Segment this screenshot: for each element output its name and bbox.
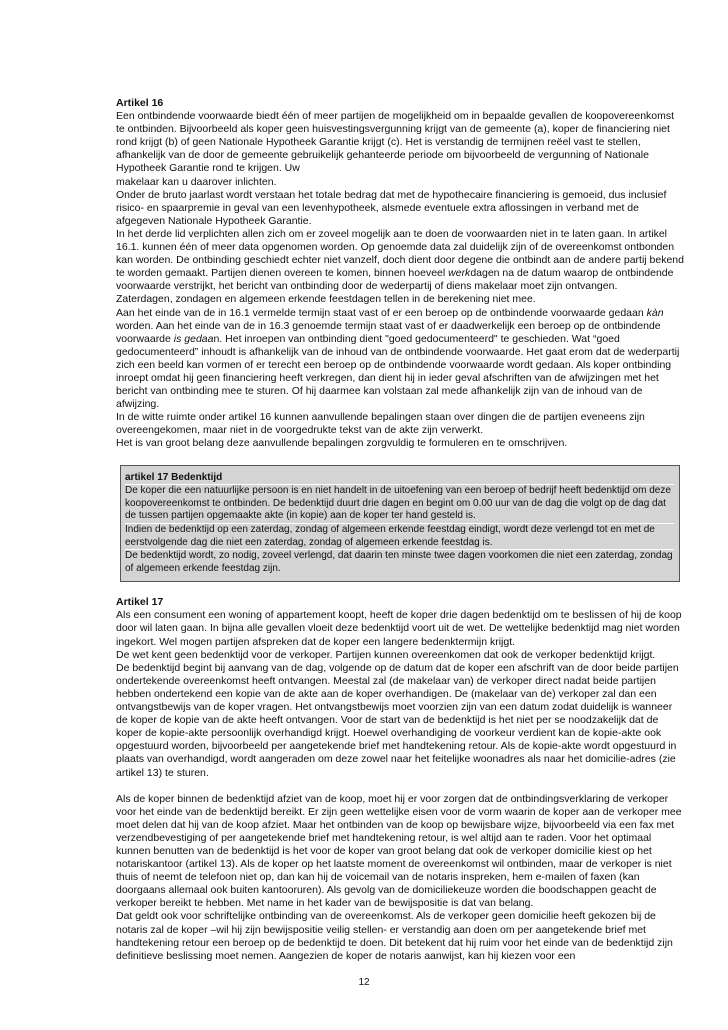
paragraph-gap	[116, 780, 684, 793]
text-run: In het derde lid verplichten allen zich om er zoveel mogelijk aan te doen de voorwaarden niet in te laten gaan. In artikel 16.1. kunnen één of meer data opgenomen worden. Op genoemde data zal duidelijk zijn of de overeenkomst ontbonden kan worden. De ontbinding geschiedt echter niet vanzelf, doch dient door degene die ontbindt aan de andere partij bekend te worden gemaakt. Partijen dienen overeen te komen, binnen hoeveel	[116, 227, 684, 280]
article-16-paragraph: Onder de bruto jaarlast wordt verstaan het totale bedrag dat met de hypothecaire financiering is gemoeid, dus inclusief risico- en spaarpremie in geval van een levenhypotheek, alsmede eventuele extra aflossingen in verband met de afgegeven Nationale Hypotheek Garantie.	[116, 188, 667, 227]
text-run: Aan het einde van de in 16.1 vermelde termijn staat vast of er een beroep op de ontbindende voorwaarde gedaan	[116, 306, 647, 319]
emphasis-text: is gedaa	[173, 332, 214, 345]
article-16-paragraph	[116, 307, 684, 412]
article-17-heading: Artikel 17	[116, 596, 164, 609]
emphasis-text: werk	[448, 267, 471, 280]
article-17-paragraph: De bedenktijd begint bij aanvang van de dag, volgende op de datum dat de koper een afschrift van de door beide partijen ondertekende overeenkomst heeft ontvangen. Meestal zal (de makelaar van) de verkoper direct nadat beide partijen hebben ondertekend een kopie van de akte aan de koper overhandigen. De (makelaar van de) verkoper zal dan een ontvangstbewijs van de koper vragen. Het ontvangstbewijs moet voorzien zijn van een datum zodat duidelijk is wanneer de koper de kopie van de akte heeft ontvangen. Voor de start van de bedenktijd is het niet per se noodzakelijk dat de koper de kopie-akte persoonlijk overhandigd krijgt. Hoewel overhandiging de voorkeur verdient kan de kopie-akte ook opgestuurd worden, bijvoorbeeld per aangetekende brief met handtekening retour. Als de kopie-akte wordt opgestuurd in plaats van overhandigd, wordt aangeraden om deze zowel naar het feitelijke woonadres als naar het domicilie-adres (zie artikel 13) te sturen.	[116, 661, 679, 779]
page-number: 12	[358, 977, 370, 988]
article-17-paragraph: Dat geldt ook voor schriftelijke ontbinding van de overeenkomst. Als de verkoper geen domicilie heeft gekozen bij de notaris zal de koper –wil hij zijn bewijspositie veilig stellen- er verstandig aan doen om per aangetekende brief met handtekening retour een beroep op de bedenktijd te doen. Dit betekent dat hij ruim voor het einde van de bedenktijd zijn definitieve beslissing moet nemen. Aangezien de koper de notaris aanwijst, kan hij kiezen voor een	[116, 910, 673, 962]
article-16-paragraph: In de witte ruimte onder artikel 16 kunnen aanvullende bepalingen staan over dingen die de partijen eveneens zijn overeengekomen, maar niet in de voorgedrukte tekst van de akte zijn verwerkt.	[116, 411, 645, 437]
text-run: n. Het inroepen van ontbinding dient "goed gedocumenteerd" te geschieden. Wat “goed gedocumenteerd” inhoudt is afhankelijk van de inhoud van de ontbindende voorwaarde. Het gaat erom dat de wederpartij zich een beeld kan vormen of er terecht een beroep op de ontbindende voorwaarde wordt gedaan. Als koper ontbinding inroept omdat hij geen financiering heeft verkregen, dan dient hij in ieder geval afschriften van de afwijzingen met het bericht van ontbinding mee te sturen. Of hij daarmee kan volstaan zal mede afhankelijk zijn van de inhoud van de afwijzing.	[116, 332, 680, 411]
article-16-heading: Artikel 16	[116, 97, 164, 109]
article-16-paragraph: Zaterdagen, zondagen en algemeen erkende feestdagen tellen in de berekening niet mee.	[116, 293, 536, 306]
article-16-paragraph: Het is van groot belang deze aanvullende bepalingen zorgvuldig te formuleren en te omschrijven.	[116, 437, 568, 450]
article-17-paragraph: Als een consument een woning of appartement koopt, heeft de koper drie dagen bedenktijd om te beslissen of hij de koop door wil laten gaan. In bijna alle gevallen vloeit deze bedenktijd voort uit de wet. De wettelijke bedenktijd mag niet worden ingekort. Wel mogen partijen afspreken dat de koper een langere bedenktermijn krijgt.	[116, 609, 682, 648]
article-16-paragraph: makelaar kan u daarover inlichten.	[116, 175, 277, 188]
article-17-legal-text-box	[120, 465, 680, 583]
text-run: worden. Aan het einde van de in 16.3 genoemde termijn staat vast of er daadwerkelijk een beroep op de ontbindende voorwaarde	[116, 319, 661, 345]
document-page	[116, 97, 684, 963]
box-paragraph: Indien de bedenktijd op een zaterdag, zondag of algemeen erkende feestdag eindigt, wordt deze verlengd tot en met de eerstvolgende dag die niet een zaterdag, zondag of algemeen erkende feestdag is.	[125, 524, 674, 550]
box-heading: artikel 17 Bedenktijd	[125, 472, 674, 486]
article-17-paragraph: De wet kent geen bedenktijd voor de verkoper. Partijen kunnen overeenkomen dat ook de verkoper bedenktijd krijgt.	[116, 648, 656, 661]
emphasis-text: kàn	[646, 306, 664, 319]
box-paragraph: De bedenktijd wordt, zo nodig, zoveel verlengd, dat daarin ten minste twee dagen voorkomen die niet een zaterdag, zondag of algemeen erkende feestdag zijn.	[125, 550, 673, 574]
box-paragraph: De koper die een natuurlijke persoon is en niet handelt in de uitoefening van een beroep of bedrijf heeft bedenktijd om deze koopovereenkomst te ontbinden. De bedenktijd duurt drie dagen en begint om 0.00 uur van de dag die volgt op de dag dat de tussen partijen opgemaakte akte (in kopie) aan de koper ter hand gesteld is.	[125, 485, 674, 524]
text-run: dagen na de datum waarop de ontbindende voorwaarde verstrijkt, het bericht van ontbinding door de wederpartij of diens makelaar moet zijn ontvangen.	[116, 267, 674, 293]
article-17-paragraph: Als de koper binnen de bedenktijd afziet van de koop, moet hij er voor zorgen dat de ontbindingsverklaring de verkoper voor het einde van de bedenktijd bereikt. Er zijn geen wettelijke eisen voor de vorm waarin de koper aan de verkoper mee moet delen dat hij van de koop afziet. Maar het ontbinden van de koop op bewijsbare wijze, bijvoorbeeld via een fax met verzendbevestiging of per aangetekende brief met handtekening retour, is wel altijd aan te raden. Voor het optimaal kunnen benutten van de bedenktijd is het voor de koper van groot belang dat ook de verkoper domicilie kiest op het notariskantoor (artikel 13). Als de koper op het laatste moment de overeenkomst wil ontbinden, maar de verkoper is niet thuis of neemt de telefoon niet op, dan kan hij de voicemail van de notaris inspreken, hem e-mailen of faxen (kan doorgaans allemaal ook buiten kantooruren). Als gevolg van de domiciliekeuze worden die boodschappen geacht de verkoper bereikt te hebben. Met name in het kader van de bewijspositie is dat van belang.	[116, 792, 682, 910]
article-16-paragraph: Een ontbindende voorwaarde biedt één of meer partijen de mogelijkheid om in bepaalde gevallen de koopovereenkomst te ontbinden. Bijvoorbeeld als koper geen huisvestingsvergunning krijgt van de gemeente (a), koper de financiering niet rond krijgt (b) of geen Nationale Hypotheek Garantie krijgt (c). Het is verstandig de termijnen reëel vast te stellen, afhankelijk van de door de gemeente gebruikelijk gehanteerde periode om bijvoorbeeld de vergunning of Nationale Hypotheek Garantie rond te krijgen. Uw	[116, 110, 675, 175]
article-16-paragraph	[116, 228, 684, 293]
article-17-section	[116, 596, 684, 963]
